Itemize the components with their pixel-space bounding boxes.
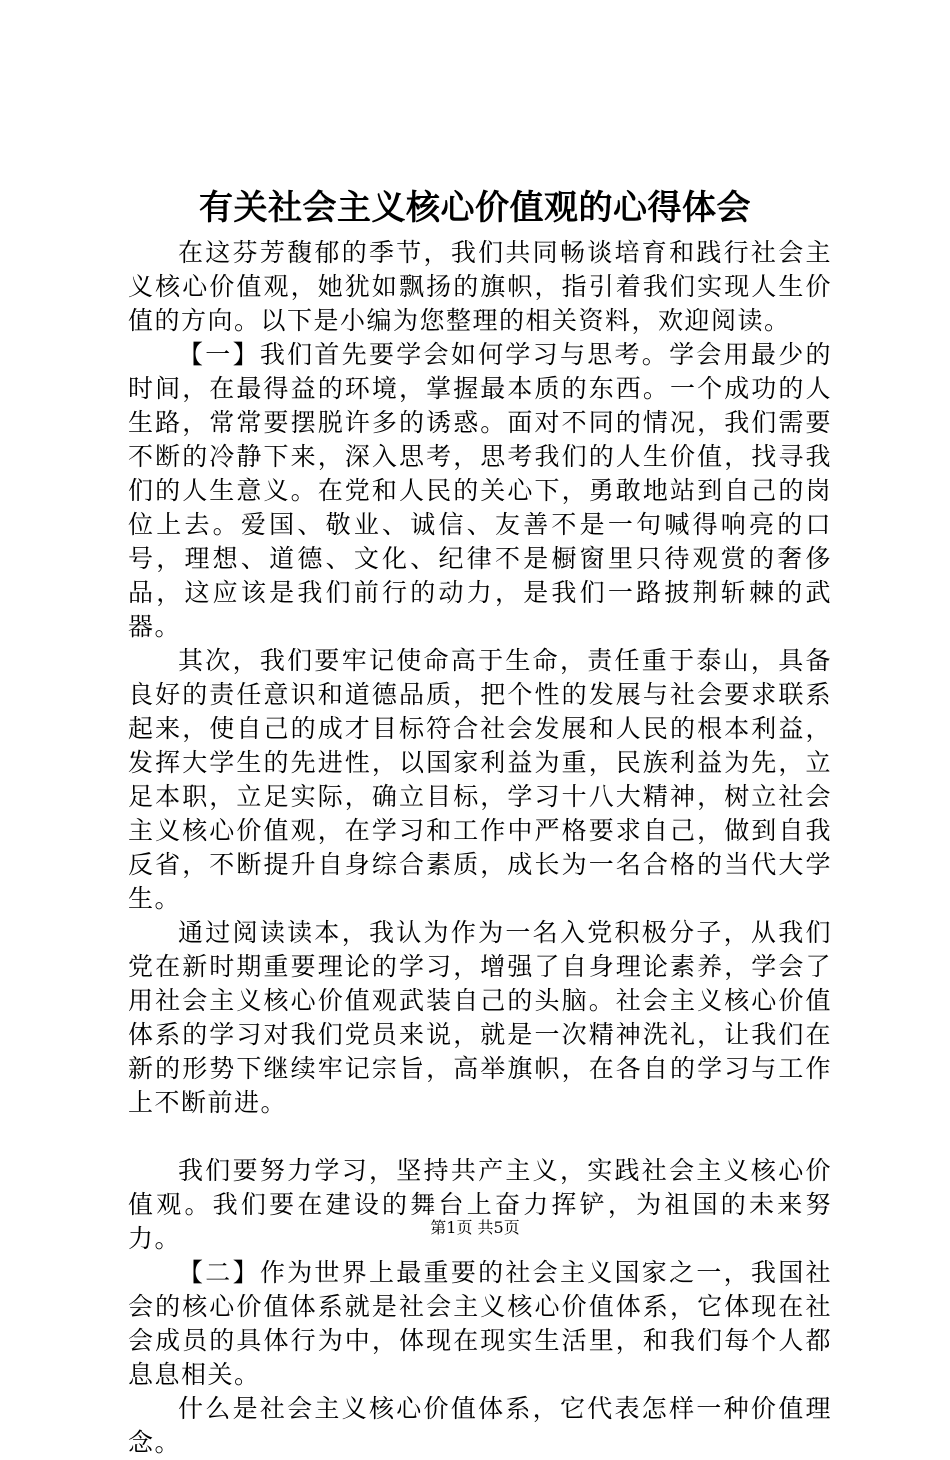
paragraph-question: 什么是社会主义核心价值体系，它代表怎样一种价值理念。	[128, 1394, 832, 1457]
paragraph-section-one: 【一】我们首先要学会如何学习与思考。学会用最少的时间，在最得益的环境，掌握最本质的东西。一个成功的人生路，常常要摆脱许多的诱惑。面对不同的情况，我们需要不断的冷静下来，深入思考，思考我们的人生价值，找寻我们的人生意义。在党和人民的关心下，勇敢地站到自己的岗位上去。爱国、敬业、诚信、友善不是一句喊得响亮的口号，理想、道德、文化、纪律不是橱窗里只待观赏的奢侈品，这应该是我们前行的动力，是我们一路披荆斩棘的武器。	[128, 340, 832, 641]
document-title: 有关社会主义核心价值观的心得体会	[199, 188, 751, 228]
paragraph-study-hard: 我们要努力学习，坚持共产主义，实践社会主义核心价值观。我们要在建设的舞台上奋力挥铲，为祖国的未来努力。	[128, 1156, 832, 1253]
paragraph-responsibility: 其次，我们要牢记使命高于生命，责任重于泰山，具备良好的责任意识和道德品质，把个性的发展与社会要求联系起来，使自己的成才目标符合社会发展和人民的根本利益，发挥大学生的先进性，以国家利益为重，民族利益为先，立足本职，立足实际，确立目标，学习十八大精神，树立社会主义核心价值观，在学习和工作中严格要求自己，做到自我反省，不断提升自身综合素质，成长为一名合格的当代大学生。	[128, 646, 832, 913]
paragraph-intro: 在这芬芳馥郁的季节，我们共同畅谈培育和践行社会主义核心价值观，她犹如飘扬的旗帜，指引着我们实现人生价值的方向。以下是小编为您整理的相关资料，欢迎阅读。	[128, 238, 832, 335]
paragraph-reading: 通过阅读读本，我认为作为一名入党积极分子，从我们党在新时期重要理论的学习，增强了自身理论素养，学会了用社会主义核心价值观武装自己的头脑。社会主义核心价值体系的学习对我们党员来说，就是一次精神洗礼，让我们在新的形势下继续牢记宗旨，高举旗帜，在各自的学习与工作上不断前进。	[128, 918, 832, 1117]
paragraph-section-two: 【二】作为世界上最重要的社会主义国家之一，我国社会的核心价值体系就是社会主义核心价值体系，它体现在社会成员的具体行为中，体现在现实生活里，和我们每个人都息息相关。	[128, 1258, 832, 1389]
document-body	[128, 236, 832, 1460]
page-number-footer: 第1页 共5页	[430, 1218, 520, 1237]
